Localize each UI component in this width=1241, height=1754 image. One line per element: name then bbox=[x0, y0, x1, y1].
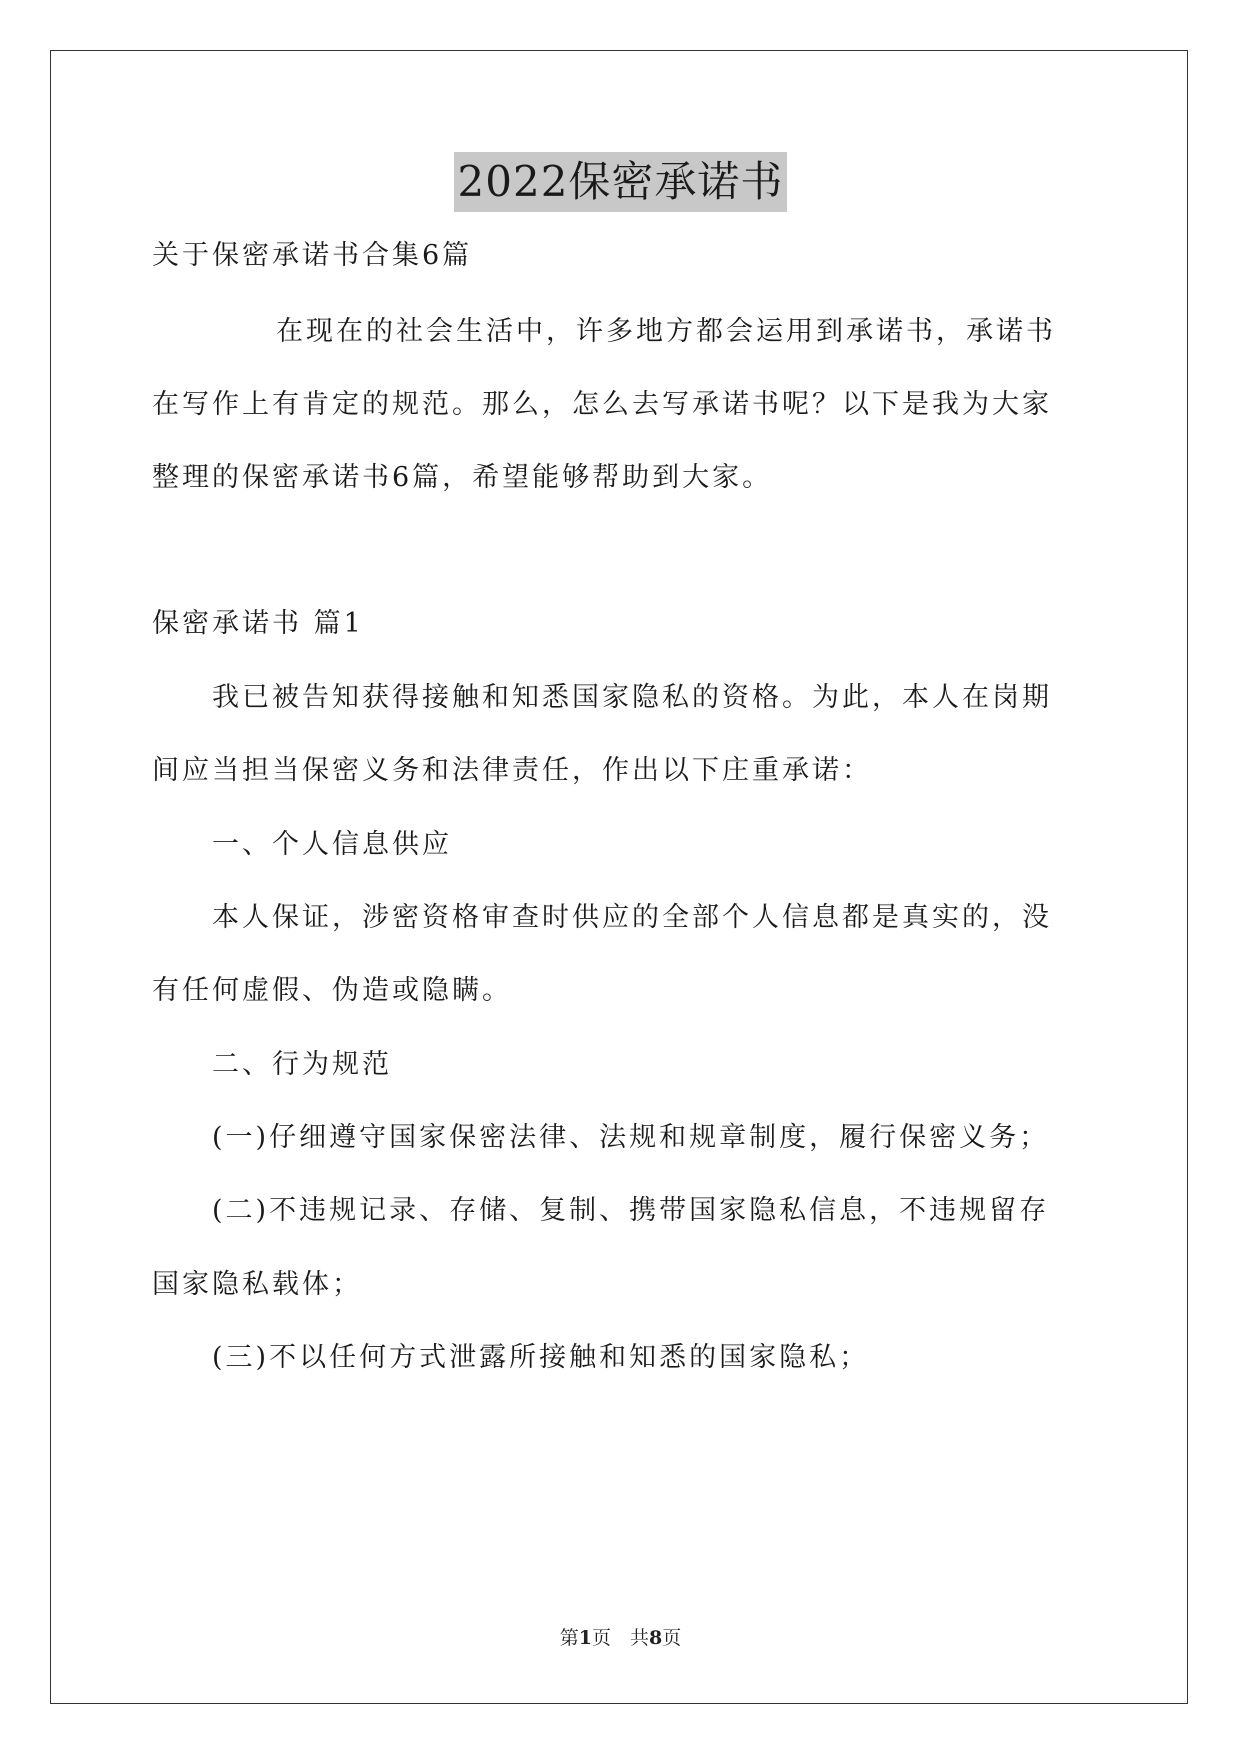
footer-current-page: 1 bbox=[578, 1627, 592, 1649]
body-line-4: 本人保证，涉密资格审查时供应的全部个人信息都是真实的，没 bbox=[212, 902, 1052, 933]
footer-prefix: 第 bbox=[559, 1627, 579, 1649]
intro-line-2: 在写作上有肯定的规范。那么，怎么去写承诺书呢？以下是我为大家 bbox=[152, 389, 1052, 420]
intro-line-3: 整理的保密承诺书6篇，希望能够帮助到大家。 bbox=[152, 462, 773, 493]
body-line-10: (三)不以任何方式泄露所接触和知悉的国家隐私； bbox=[212, 1342, 870, 1373]
document-title-wrap bbox=[0, 152, 1241, 212]
document-subtitle: 关于保密承诺书合集6篇 bbox=[152, 240, 473, 271]
body-line-5: 有任何虚假、伪造或隐瞒。 bbox=[152, 975, 512, 1006]
body-line-9: 国家隐私载体； bbox=[152, 1269, 362, 1300]
document-title: 2022保密承诺书 bbox=[454, 152, 788, 212]
body-line-8: (二)不违规记录、存储、复制、携带国家隐私信息，不违规留存 bbox=[212, 1195, 1050, 1226]
body-line-6: 二、行为规范 bbox=[212, 1049, 392, 1080]
intro-line-1: 在现在的社会生活中，许多地方都会运用到承诺书，承诺书 bbox=[276, 316, 1056, 347]
page-footer bbox=[0, 1623, 1241, 1653]
footer-total-pages: 8 bbox=[649, 1627, 663, 1649]
body-line-1: 我已被告知获得接触和知悉国家隐私的资格。为此，本人在岗期 bbox=[212, 682, 1052, 713]
body-line-3: 一、个人信息供应 bbox=[212, 829, 452, 860]
footer-suffix: 页 bbox=[662, 1627, 682, 1649]
section-heading: 保密承诺书 篇1 bbox=[152, 608, 364, 639]
body-line-7: (一)仔细遵守国家保密法律、法规和规章制度，履行保密义务； bbox=[212, 1122, 1050, 1153]
page-border bbox=[50, 50, 1188, 1704]
footer-middle: 页 共 bbox=[591, 1627, 649, 1649]
body-line-2: 间应当担当保密义务和法律责任，作出以下庄重承诺： bbox=[152, 755, 872, 786]
